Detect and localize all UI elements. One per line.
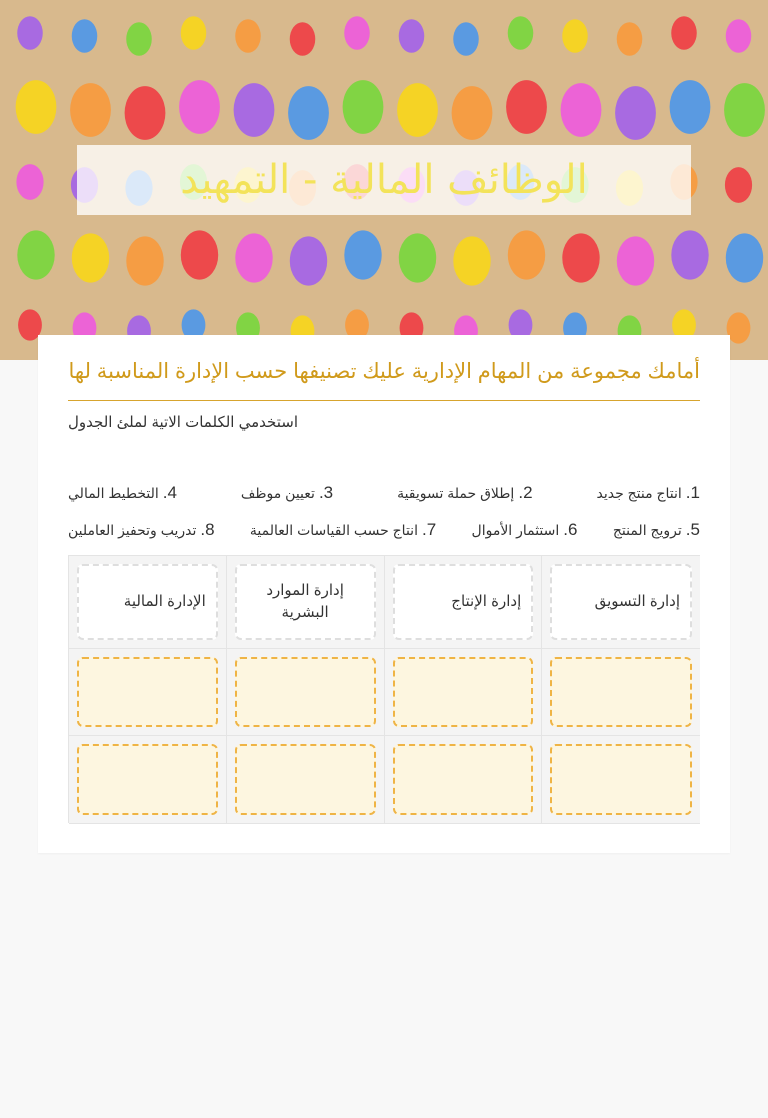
banner bbox=[0, 0, 768, 360]
word-bank-row-1 bbox=[68, 483, 700, 509]
column-header-finance: الإدارة المالية bbox=[77, 564, 218, 640]
column-header-marketing: إدارة التسويق bbox=[550, 564, 692, 640]
instruction-text: استخدمي الكلمات الاتية لملئ الجدول bbox=[68, 414, 298, 431]
drop-zone[interactable] bbox=[77, 657, 218, 727]
column-header-hr: إدارة الموارد البشرية bbox=[235, 564, 376, 640]
banner-title: الوظائف المالية - التمهيد bbox=[180, 157, 588, 203]
drop-zone[interactable] bbox=[235, 744, 376, 815]
word-item: 3. تعيين موظف bbox=[240, 483, 334, 502]
word-item: 1. انتاج منتج جديد bbox=[596, 483, 700, 502]
word-item: 5. ترويج المنتج bbox=[612, 520, 700, 539]
header-cell bbox=[227, 556, 385, 649]
drop-cell bbox=[385, 649, 543, 736]
question-text: أمامك مجموعة من المهام الإدارية عليك تصنيفها حسب الإدارة المناسبة لها bbox=[68, 360, 700, 383]
drop-zone[interactable] bbox=[550, 744, 692, 815]
question-divider bbox=[68, 400, 700, 401]
drop-zone[interactable] bbox=[393, 657, 534, 727]
header-cell bbox=[385, 556, 543, 649]
classification-table bbox=[68, 555, 700, 823]
header-cell bbox=[69, 556, 227, 649]
drop-zone[interactable] bbox=[550, 657, 692, 727]
drop-cell bbox=[69, 736, 227, 824]
column-header-production: إدارة الإنتاج bbox=[393, 564, 534, 640]
word-bank-row-2 bbox=[68, 520, 700, 546]
word-item: 7. انتاج حسب القياسات العالمية bbox=[249, 520, 437, 539]
drop-cell bbox=[69, 649, 227, 736]
banner-title-box bbox=[77, 145, 691, 215]
header-cell bbox=[542, 556, 700, 649]
drop-cell bbox=[227, 649, 385, 736]
word-item: 4. التخطيط المالي bbox=[68, 483, 177, 502]
drop-cell bbox=[542, 736, 700, 824]
drop-cell bbox=[542, 649, 700, 736]
word-item: 6. استثمار الأموال bbox=[471, 520, 578, 539]
drop-cell bbox=[227, 736, 385, 824]
word-item: 8. تدريب وتحفيز العاملين bbox=[68, 520, 215, 539]
drop-cell bbox=[385, 736, 543, 824]
word-item: 2. إطلاق حملة تسويقية bbox=[397, 483, 533, 502]
drop-zone[interactable] bbox=[77, 744, 218, 815]
question-card bbox=[38, 335, 730, 853]
drop-zone[interactable] bbox=[393, 744, 534, 815]
drop-zone[interactable] bbox=[235, 657, 376, 727]
